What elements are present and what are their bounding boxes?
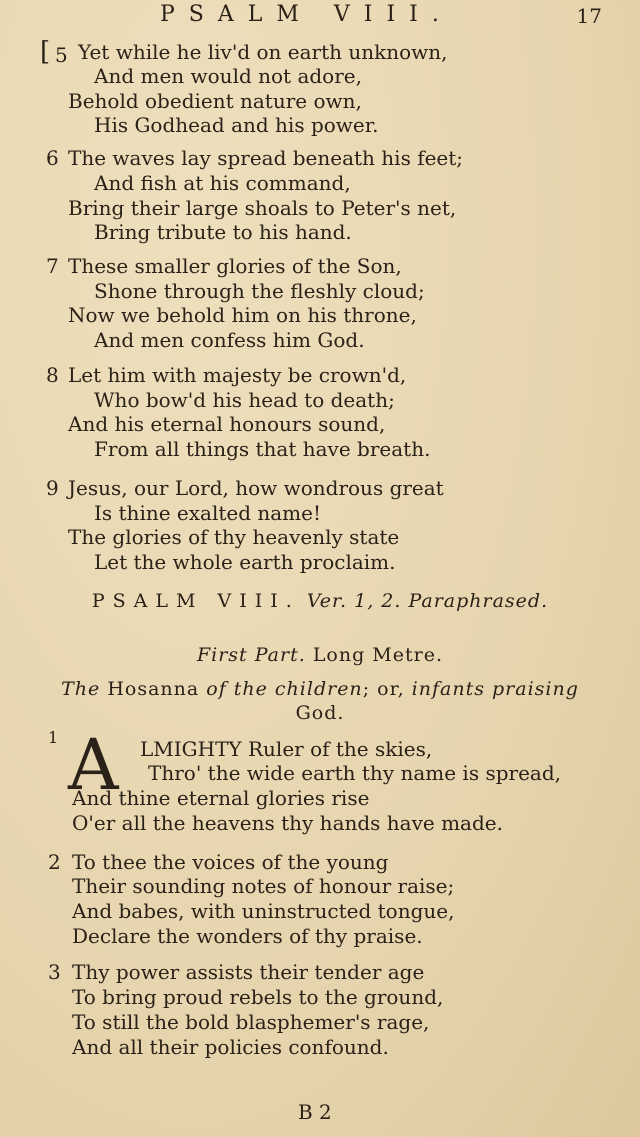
verse-line: Bring tribute to his hand. bbox=[94, 220, 352, 244]
verse-line: Bring their large shoals to Peter's net, bbox=[68, 196, 457, 220]
verse-number: 9 bbox=[46, 476, 59, 500]
verse-line: From all things that have breath. bbox=[94, 437, 431, 461]
desc-word: infants praising bbox=[411, 678, 579, 700]
verse-line: And fish at his command, bbox=[94, 171, 351, 195]
verse-number: 6 bbox=[46, 146, 59, 170]
verse-line: Shone through the fleshly cloud; bbox=[94, 279, 425, 303]
desc-word: The bbox=[61, 678, 101, 700]
desc-word: of the children bbox=[206, 678, 363, 700]
verse-line: And men would not adore, bbox=[94, 64, 362, 88]
verse-line: Let the whole earth proclaim. bbox=[94, 550, 396, 574]
verse-line: Is thine exalted name! bbox=[94, 501, 322, 525]
part-label: First Part. bbox=[196, 644, 306, 666]
verse-line: To bring proud rebels to the ground, bbox=[72, 985, 444, 1009]
verse-number: 7 bbox=[46, 254, 59, 278]
psalm-heading-verses: Ver. 1, 2. Paraphrased. bbox=[306, 590, 549, 612]
psalm-description-end bbox=[0, 702, 640, 724]
desc-word: ; or, bbox=[362, 678, 405, 700]
desc-word: Hosanna bbox=[107, 678, 200, 700]
psalm-description bbox=[0, 678, 640, 700]
verse-line: These smaller glories of the Son, bbox=[68, 254, 402, 278]
psalm-heading-title: PSALM VIII. bbox=[91, 590, 300, 612]
verse-line: And babes, with uninstructed tongue, bbox=[72, 899, 455, 923]
desc-word: God. bbox=[295, 702, 345, 724]
verse-number: 3 bbox=[48, 960, 61, 984]
verse-line: LMIGHTY Ruler of the skies, bbox=[140, 737, 433, 761]
verse-line: Jesus, our Lord, how wondrous great bbox=[68, 476, 444, 500]
page-number: 17 bbox=[576, 4, 602, 28]
part-heading bbox=[0, 644, 640, 666]
verse-line: The glories of thy heavenly state bbox=[68, 525, 400, 549]
verse-line: The waves lay spread beneath his feet; bbox=[68, 146, 464, 170]
metre-label: Long Metre. bbox=[312, 644, 444, 666]
verse-line: And men confess him God. bbox=[94, 328, 365, 352]
running-header bbox=[0, 0, 640, 28]
verse-number: 8 bbox=[46, 363, 59, 387]
verse-line: Who bow'd his head to death; bbox=[94, 388, 395, 412]
verse-line: And all their policies confound. bbox=[72, 1035, 389, 1059]
verse-line: To thee the voices of the young bbox=[72, 850, 389, 874]
verse-line: His Godhead and his power. bbox=[94, 113, 379, 137]
verse-line: Thy power assists their tender age bbox=[72, 960, 425, 984]
psalm-heading bbox=[0, 590, 640, 612]
verse-line: Declare the wonders of thy praise. bbox=[72, 924, 423, 948]
verse-line: Yet while he liv'd on earth unknown, bbox=[78, 40, 448, 64]
verse-line: Let him with majesty be crown'd, bbox=[68, 363, 407, 387]
verse-line: Thro' the wide earth thy name is spread, bbox=[148, 761, 561, 785]
verse-bracket: [ bbox=[40, 37, 51, 67]
verse-number: 5 bbox=[55, 43, 68, 67]
signature-mark: B 2 bbox=[298, 1100, 332, 1124]
verse-line: O'er all the heavens thy hands have made. bbox=[72, 811, 503, 835]
verse-line: To still the bold blasphemer's rage, bbox=[72, 1010, 430, 1034]
verse-line: Behold obedient nature own, bbox=[68, 89, 362, 113]
verse-line: Now we behold him on his throne, bbox=[68, 303, 417, 327]
drop-cap: A bbox=[68, 724, 119, 806]
verse-number: 1 bbox=[48, 728, 59, 747]
verse-line: And his eternal honours sound, bbox=[68, 412, 386, 436]
verse-line: And thine eternal glories rise bbox=[72, 786, 370, 810]
running-title: PSALM VIII. bbox=[160, 2, 453, 27]
verse-number: 2 bbox=[48, 850, 61, 874]
verse-line: Their sounding notes of honour raise; bbox=[72, 874, 455, 898]
